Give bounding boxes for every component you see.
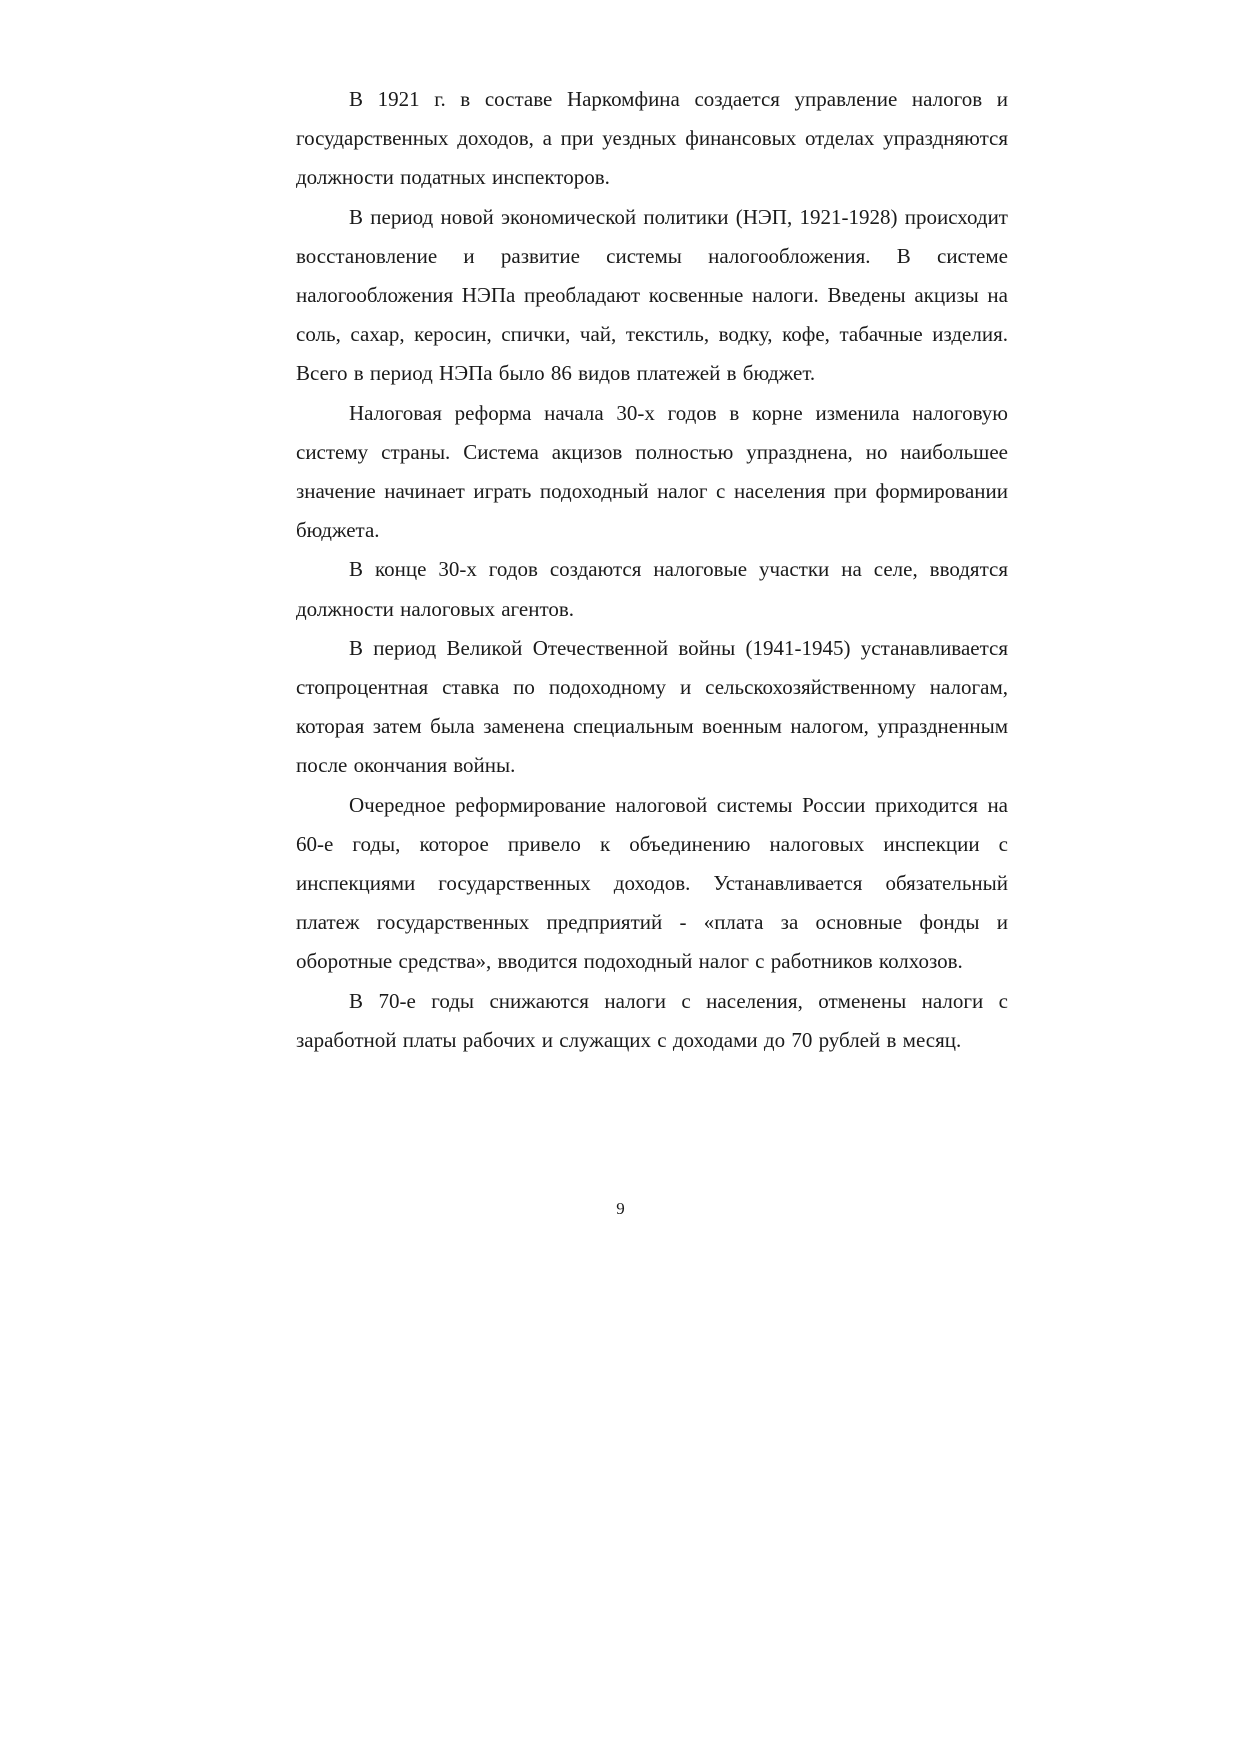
paragraph-nep: В период новой экономической политики (НЭП, 1921-1928) происходит восстановление и развитие системы налогообложения. В системе налогообложения НЭПа преобладают косвенные налоги. Введены акцизы на соль, сахар, керосин, спички, чай, текстиль, водку, кофе, табачные изделия. Всего в период НЭПа было 86 видов платежей в бюджет. bbox=[296, 204, 1008, 386]
paragraph-30s-agents: В конце 30-х годов создаются налоговые участки на селе, вводятся должности налоговых агентов. bbox=[296, 557, 1008, 621]
paragraph-70s: В 70-е годы снижаются налоги с населения, отменены налоги с заработной платы рабочих и служащих с доходами до 70 рублей в месяц. bbox=[296, 988, 1008, 1052]
paragraph-1921: В 1921 г. в составе Наркомфина создается управление налогов и государственных доходов, а при уездных финансовых отделах упраздняются должности податных инспекторов. bbox=[296, 87, 1008, 190]
page-number: 9 bbox=[616, 1199, 625, 1218]
body-text bbox=[296, 80, 1008, 1060]
paragraph-60s: Очередное реформирование налоговой системы России приходится на 60-е годы, которое привело к объединению налоговых инспекции с инспекциями государственных доходов. Устанавливается обязательный платеж государственных предприятий - «плата за основные фонды и оборотные средства», вводится подоходный налог с работников колхозов. bbox=[296, 792, 1008, 974]
paragraph-30s-reform: Налоговая реформа начала 30-х годов в корне изменила налоговую систему страны. Система акцизов полностью упразднена, но наибольшее значение начинает играть подоходный налог с населения при формировании бюджета. bbox=[296, 400, 1008, 543]
paragraph-war: В период Великой Отечественной войны (1941-1945) устанавливается стопроцентная ставка по подоходному и сельскохозяйственному налогам, которая затем была заменена специальным военным налогом, упраздненным после окончания войны. bbox=[296, 635, 1008, 778]
